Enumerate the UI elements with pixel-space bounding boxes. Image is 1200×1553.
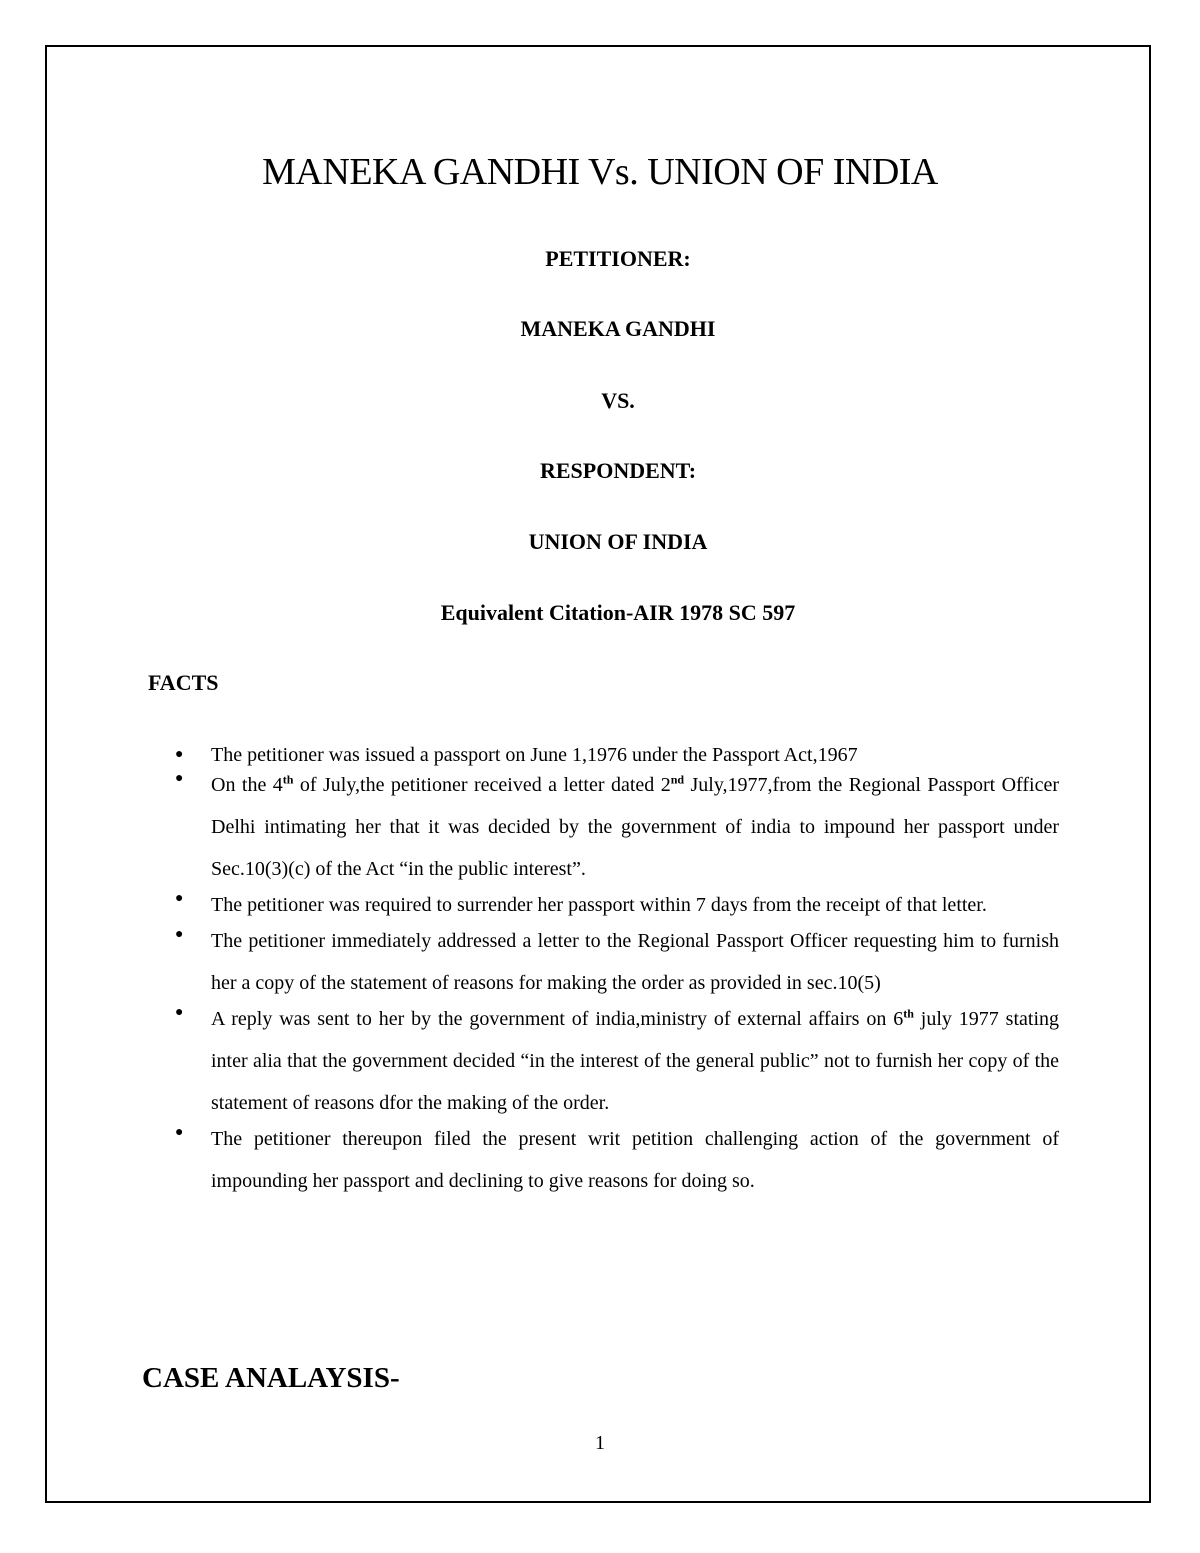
fact-text-part: July,1977,from the Regional Passport Officer Delhi intimating her that it was decided by the government of india to impound her passport under Sec.10(3)(c) of the Act “in the public interest”. [211,774,1059,880]
ordinal-suffix: nd [670,772,685,787]
fact-text-part: On the 4 [211,774,283,796]
facts-heading: FACTS [148,670,219,695]
fact-text: The petitioner was issued a passport on June 1,1976 under the Passport Act,1967 [211,744,858,766]
bullet-icon: ● [175,1005,184,1020]
petitioner-label: PETITIONER: [545,246,691,271]
citation: Equivalent Citation-AIR 1978 SC 597 [440,600,796,625]
fact-text-part: july 1977 stating inter alia that the government decided “in the interest of the general public” not to furnish her copy of the statement of reasons dfor the making of the order. [211,1008,1059,1114]
ordinal-suffix: th [903,1006,914,1021]
fact-text-part: of July,the petitioner received a letter dated 2 [293,774,671,796]
fact-item [175,998,1059,1124]
fact-item [175,1118,1059,1202]
bullet-icon: ● [175,747,184,762]
fact-text: The petitioner thereupon filed the present writ petition challenging action of the government of impounding her passport and declining to give reasons for doing so. [211,1128,1059,1192]
bullet-icon: ● [175,927,184,942]
fact-item [175,764,1059,890]
respondent-name: UNION OF INDIA [528,529,708,554]
fact-text: The petitioner immediately addressed a letter to the Regional Passport Officer requesting him to furnish her a copy of the statement of reasons for making the order as provided in sec.10(5) [211,930,1059,994]
facts-list [175,740,1059,1202]
versus-label: VS. [601,388,635,413]
bullet-icon: ● [175,1125,184,1140]
fact-text [211,998,1059,1124]
document-title: MANEKA GANDHI Vs. UNION OF INDIA [262,151,938,193]
fact-text [211,764,1059,890]
case-analysis-heading: CASE ANALAYSIS- [142,1362,400,1394]
fact-text: The petitioner was required to surrender her passport within 7 days from the receipt of that letter. [211,894,987,916]
bullet-icon: ● [175,891,184,906]
page-number: 1 [595,1432,605,1454]
bullet-icon: ● [175,771,184,786]
fact-text-part: A reply was sent to her by the government of india,ministry of external affairs on 6 [211,1008,904,1030]
respondent-label: RESPONDENT: [539,458,697,483]
petitioner-name: MANEKA GANDHI [520,316,716,341]
ordinal-suffix: th [282,772,294,787]
fact-item [175,920,1059,1004]
